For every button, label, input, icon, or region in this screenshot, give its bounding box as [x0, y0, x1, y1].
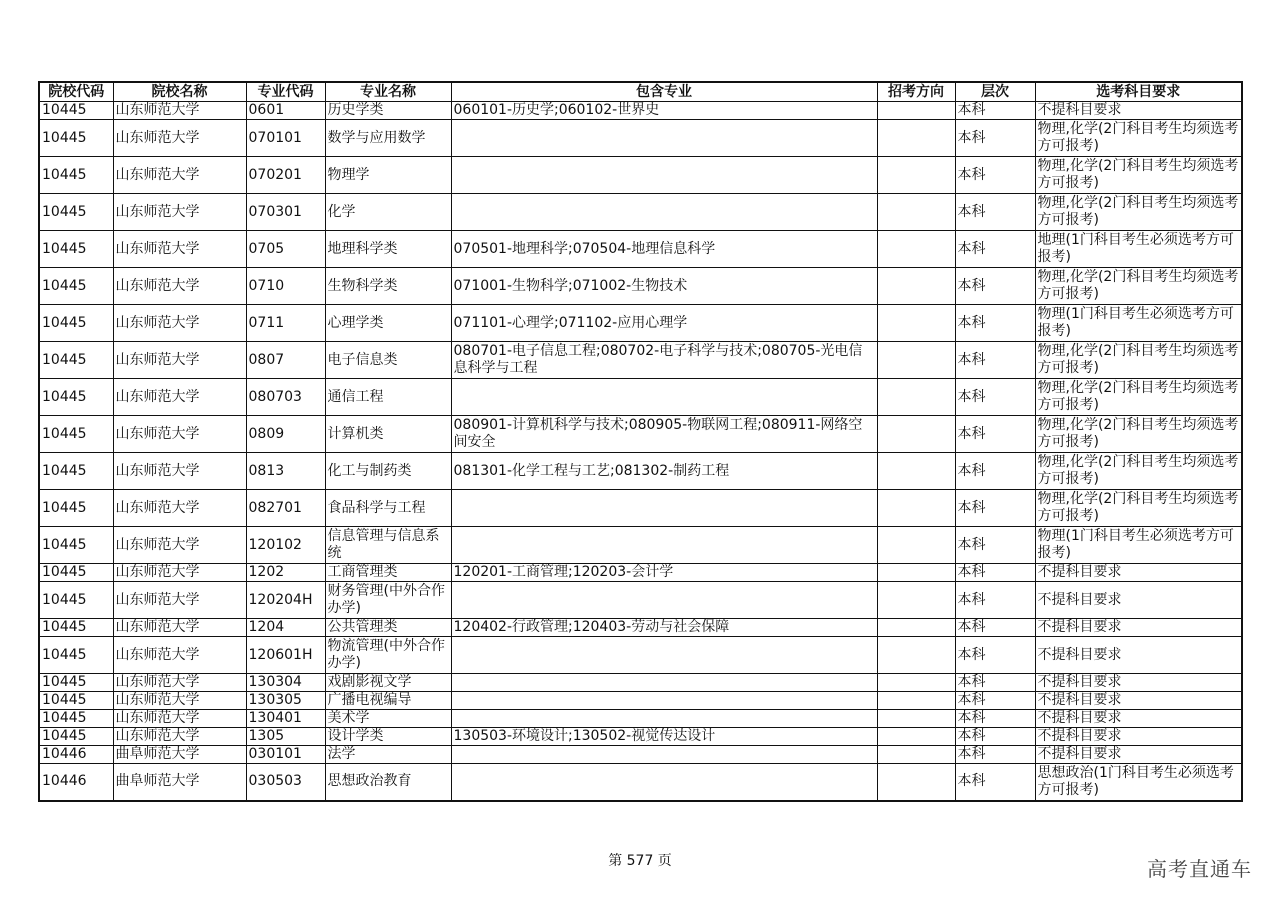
table-row: [39, 527, 1242, 564]
major-name-cell: 公共管理类: [325, 619, 451, 637]
direction-cell: [877, 120, 955, 157]
direction-cell: [877, 102, 955, 120]
major-code-cell: 120102: [246, 527, 325, 564]
subject-requirement-cell: 物理,化学(2门科目考生均须选考方可报考): [1035, 342, 1242, 379]
included-majors-cell: [451, 637, 877, 674]
level-cell: 本科: [955, 582, 1035, 619]
school-name-cell: 山东师范大学: [113, 231, 246, 268]
table-row: [39, 637, 1242, 674]
table-row: [39, 379, 1242, 416]
subject-requirement-cell: 物理,化学(2门科目考生均须选考方可报考): [1035, 490, 1242, 527]
level-cell: 本科: [955, 527, 1035, 564]
major-code-cell: 0711: [246, 305, 325, 342]
level-cell: 本科: [955, 231, 1035, 268]
school-code-cell: 10445: [39, 342, 113, 379]
included-majors-cell: 080701-电子信息工程;080702-电子科学与技术;080705-光电信息科学与工程: [451, 342, 877, 379]
subject-requirement-cell: 不提科目要求: [1035, 564, 1242, 582]
direction-cell: [877, 453, 955, 490]
major-code-cell: 0601: [246, 102, 325, 120]
direction-cell: [877, 342, 955, 379]
level-cell: 本科: [955, 619, 1035, 637]
header-direction: 招考方向: [877, 82, 955, 102]
table-row: [39, 120, 1242, 157]
major-name-cell: 地理科学类: [325, 231, 451, 268]
major-name-cell: 物流管理(中外合作办学): [325, 637, 451, 674]
direction-cell: [877, 268, 955, 305]
level-cell: 本科: [955, 379, 1035, 416]
major-code-cell: 0710: [246, 268, 325, 305]
major-code-cell: 120204H: [246, 582, 325, 619]
school-code-cell: 10445: [39, 453, 113, 490]
included-majors-cell: 120402-行政管理;120403-劳动与社会保障: [451, 619, 877, 637]
included-majors-cell: [451, 764, 877, 801]
major-code-cell: 070201: [246, 157, 325, 194]
table-row: [39, 746, 1242, 764]
subject-requirement-cell: 不提科目要求: [1035, 692, 1242, 710]
included-majors-cell: [451, 194, 877, 231]
header-included-majors: 包含专业: [451, 82, 877, 102]
subject-requirement-cell: 物理,化学(2门科目考生均须选考方可报考): [1035, 416, 1242, 453]
school-name-cell: 山东师范大学: [113, 342, 246, 379]
subject-requirement-cell: 不提科目要求: [1035, 674, 1242, 692]
major-name-cell: 信息管理与信息系统: [325, 527, 451, 564]
direction-cell: [877, 527, 955, 564]
major-name-cell: 思想政治教育: [325, 764, 451, 801]
header-school-name: 院校名称: [113, 82, 246, 102]
school-code-cell: 10445: [39, 619, 113, 637]
major-name-cell: 计算机类: [325, 416, 451, 453]
table-row: [39, 416, 1242, 453]
table-row: [39, 692, 1242, 710]
subject-requirement-cell: 思想政治(1门科目考生必须选考方可报考): [1035, 764, 1242, 801]
page-number: 第 577 页: [608, 853, 672, 869]
table-row: [39, 157, 1242, 194]
included-majors-cell: 120201-工商管理;120203-会计学: [451, 564, 877, 582]
school-name-cell: 山东师范大学: [113, 619, 246, 637]
direction-cell: [877, 564, 955, 582]
major-code-cell: 1204: [246, 619, 325, 637]
subject-requirement-cell: 地理(1门科目考生必须选考方可报考): [1035, 231, 1242, 268]
major-name-cell: 设计学类: [325, 728, 451, 746]
table-header-row: [39, 82, 1242, 102]
included-majors-cell: [451, 710, 877, 728]
direction-cell: [877, 582, 955, 619]
included-majors-cell: [451, 527, 877, 564]
admission-requirements-table: [38, 81, 1243, 802]
school-code-cell: 10445: [39, 582, 113, 619]
subject-requirement-cell: 不提科目要求: [1035, 728, 1242, 746]
header-major-code: 专业代码: [246, 82, 325, 102]
major-code-cell: 0809: [246, 416, 325, 453]
direction-cell: [877, 379, 955, 416]
major-code-cell: 070101: [246, 120, 325, 157]
school-name-cell: 山东师范大学: [113, 674, 246, 692]
level-cell: 本科: [955, 728, 1035, 746]
level-cell: 本科: [955, 102, 1035, 120]
table-row: [39, 342, 1242, 379]
major-code-cell: 130304: [246, 674, 325, 692]
major-name-cell: 物理学: [325, 157, 451, 194]
included-majors-cell: [451, 379, 877, 416]
school-name-cell: 山东师范大学: [113, 710, 246, 728]
major-name-cell: 化工与制药类: [325, 453, 451, 490]
school-code-cell: 10445: [39, 102, 113, 120]
subject-requirement-cell: 物理,化学(2门科目考生均须选考方可报考): [1035, 194, 1242, 231]
school-code-cell: 10445: [39, 692, 113, 710]
school-name-cell: 山东师范大学: [113, 564, 246, 582]
school-code-cell: 10445: [39, 157, 113, 194]
school-code-cell: 10446: [39, 764, 113, 801]
direction-cell: [877, 305, 955, 342]
level-cell: 本科: [955, 490, 1035, 527]
subject-requirement-cell: 物理,化学(2门科目考生均须选考方可报考): [1035, 379, 1242, 416]
major-name-cell: 历史学类: [325, 102, 451, 120]
included-majors-cell: 080901-计算机科学与技术;080905-物联网工程;080911-网络空间安全: [451, 416, 877, 453]
direction-cell: [877, 194, 955, 231]
major-code-cell: 1305: [246, 728, 325, 746]
included-majors-cell: [451, 692, 877, 710]
school-name-cell: 山东师范大学: [113, 728, 246, 746]
level-cell: 本科: [955, 120, 1035, 157]
school-name-cell: 山东师范大学: [113, 453, 246, 490]
major-code-cell: 0813: [246, 453, 325, 490]
major-name-cell: 食品科学与工程: [325, 490, 451, 527]
level-cell: 本科: [955, 453, 1035, 490]
level-cell: 本科: [955, 674, 1035, 692]
table-row: [39, 231, 1242, 268]
major-name-cell: 生物科学类: [325, 268, 451, 305]
school-name-cell: 山东师范大学: [113, 692, 246, 710]
header-level: 层次: [955, 82, 1035, 102]
major-code-cell: 0807: [246, 342, 325, 379]
major-code-cell: 1202: [246, 564, 325, 582]
school-name-cell: 山东师范大学: [113, 157, 246, 194]
school-name-cell: 山东师范大学: [113, 102, 246, 120]
included-majors-cell: 060101-历史学;060102-世界史: [451, 102, 877, 120]
level-cell: 本科: [955, 692, 1035, 710]
direction-cell: [877, 728, 955, 746]
subject-requirement-cell: 物理,化学(2门科目考生均须选考方可报考): [1035, 453, 1242, 490]
header-school-code: 院校代码: [39, 82, 113, 102]
school-name-cell: 山东师范大学: [113, 527, 246, 564]
table-row: [39, 764, 1242, 801]
school-name-cell: 山东师范大学: [113, 582, 246, 619]
subject-requirement-cell: 不提科目要求: [1035, 746, 1242, 764]
table-row: [39, 490, 1242, 527]
included-majors-cell: [451, 746, 877, 764]
major-code-cell: 030503: [246, 764, 325, 801]
table-row: [39, 728, 1242, 746]
major-name-cell: 数学与应用数学: [325, 120, 451, 157]
header-major-name: 专业名称: [325, 82, 451, 102]
level-cell: 本科: [955, 764, 1035, 801]
school-code-cell: 10445: [39, 674, 113, 692]
direction-cell: [877, 157, 955, 194]
direction-cell: [877, 674, 955, 692]
school-code-cell: 10445: [39, 710, 113, 728]
table-row: [39, 619, 1242, 637]
direction-cell: [877, 637, 955, 674]
subject-requirement-cell: 不提科目要求: [1035, 102, 1242, 120]
watermark-logo-text: 高考直通车: [1147, 857, 1252, 881]
table-row: [39, 453, 1242, 490]
level-cell: 本科: [955, 157, 1035, 194]
school-code-cell: 10445: [39, 120, 113, 157]
direction-cell: [877, 231, 955, 268]
direction-cell: [877, 416, 955, 453]
major-code-cell: 120601H: [246, 637, 325, 674]
subject-requirement-cell: 物理,化学(2门科目考生均须选考方可报考): [1035, 268, 1242, 305]
major-code-cell: 080703: [246, 379, 325, 416]
school-name-cell: 曲阜师范大学: [113, 746, 246, 764]
school-name-cell: 山东师范大学: [113, 490, 246, 527]
subject-requirement-cell: 物理,化学(2门科目考生均须选考方可报考): [1035, 120, 1242, 157]
table-row: [39, 582, 1242, 619]
major-name-cell: 工商管理类: [325, 564, 451, 582]
level-cell: 本科: [955, 710, 1035, 728]
school-name-cell: 山东师范大学: [113, 379, 246, 416]
direction-cell: [877, 490, 955, 527]
subject-requirement-cell: 不提科目要求: [1035, 710, 1242, 728]
school-name-cell: 山东师范大学: [113, 305, 246, 342]
table-row: [39, 564, 1242, 582]
table-row: [39, 194, 1242, 231]
major-name-cell: 广播电视编导: [325, 692, 451, 710]
major-code-cell: 030101: [246, 746, 325, 764]
major-name-cell: 化学: [325, 194, 451, 231]
subject-requirement-cell: 不提科目要求: [1035, 619, 1242, 637]
included-majors-cell: [451, 582, 877, 619]
table-row: [39, 710, 1242, 728]
table-row: [39, 305, 1242, 342]
admission-table-wrapper: [38, 81, 1241, 802]
major-code-cell: 0705: [246, 231, 325, 268]
level-cell: 本科: [955, 268, 1035, 305]
table-row: [39, 268, 1242, 305]
school-code-cell: 10445: [39, 416, 113, 453]
school-code-cell: 10445: [39, 194, 113, 231]
school-name-cell: 山东师范大学: [113, 637, 246, 674]
school-code-cell: 10445: [39, 637, 113, 674]
subject-requirement-cell: 不提科目要求: [1035, 637, 1242, 674]
major-name-cell: 戏剧影视文学: [325, 674, 451, 692]
included-majors-cell: [451, 120, 877, 157]
table-body: [39, 102, 1242, 801]
level-cell: 本科: [955, 637, 1035, 674]
direction-cell: [877, 692, 955, 710]
school-name-cell: 曲阜师范大学: [113, 764, 246, 801]
included-majors-cell: 070501-地理科学;070504-地理信息科学: [451, 231, 877, 268]
school-code-cell: 10445: [39, 305, 113, 342]
school-name-cell: 山东师范大学: [113, 416, 246, 453]
level-cell: 本科: [955, 746, 1035, 764]
school-name-cell: 山东师范大学: [113, 120, 246, 157]
included-majors-cell: [451, 157, 877, 194]
major-code-cell: 130305: [246, 692, 325, 710]
direction-cell: [877, 710, 955, 728]
school-code-cell: 10445: [39, 231, 113, 268]
table-row: [39, 102, 1242, 120]
school-code-cell: 10445: [39, 728, 113, 746]
school-code-cell: 10445: [39, 490, 113, 527]
school-code-cell: 10445: [39, 527, 113, 564]
included-majors-cell: [451, 490, 877, 527]
major-name-cell: 法学: [325, 746, 451, 764]
school-name-cell: 山东师范大学: [113, 194, 246, 231]
school-code-cell: 10445: [39, 564, 113, 582]
school-code-cell: 10445: [39, 379, 113, 416]
level-cell: 本科: [955, 342, 1035, 379]
level-cell: 本科: [955, 564, 1035, 582]
header-subject-requirement: 选考科目要求: [1035, 82, 1242, 102]
subject-requirement-cell: 物理(1门科目考生必须选考方可报考): [1035, 527, 1242, 564]
direction-cell: [877, 764, 955, 801]
subject-requirement-cell: 不提科目要求: [1035, 582, 1242, 619]
major-code-cell: 130401: [246, 710, 325, 728]
level-cell: 本科: [955, 416, 1035, 453]
level-cell: 本科: [955, 194, 1035, 231]
school-code-cell: 10445: [39, 268, 113, 305]
included-majors-cell: 081301-化学工程与工艺;081302-制药工程: [451, 453, 877, 490]
school-code-cell: 10446: [39, 746, 113, 764]
subject-requirement-cell: 物理,化学(2门科目考生均须选考方可报考): [1035, 157, 1242, 194]
direction-cell: [877, 619, 955, 637]
major-name-cell: 美术学: [325, 710, 451, 728]
school-name-cell: 山东师范大学: [113, 268, 246, 305]
major-code-cell: 070301: [246, 194, 325, 231]
direction-cell: [877, 746, 955, 764]
included-majors-cell: 071101-心理学;071102-应用心理学: [451, 305, 877, 342]
level-cell: 本科: [955, 305, 1035, 342]
subject-requirement-cell: 物理(1门科目考生必须选考方可报考): [1035, 305, 1242, 342]
major-name-cell: 心理学类: [325, 305, 451, 342]
major-name-cell: 通信工程: [325, 379, 451, 416]
major-name-cell: 电子信息类: [325, 342, 451, 379]
included-majors-cell: [451, 674, 877, 692]
table-row: [39, 674, 1242, 692]
included-majors-cell: 130503-环境设计;130502-视觉传达设计: [451, 728, 877, 746]
major-name-cell: 财务管理(中外合作办学): [325, 582, 451, 619]
major-code-cell: 082701: [246, 490, 325, 527]
included-majors-cell: 071001-生物科学;071002-生物技术: [451, 268, 877, 305]
